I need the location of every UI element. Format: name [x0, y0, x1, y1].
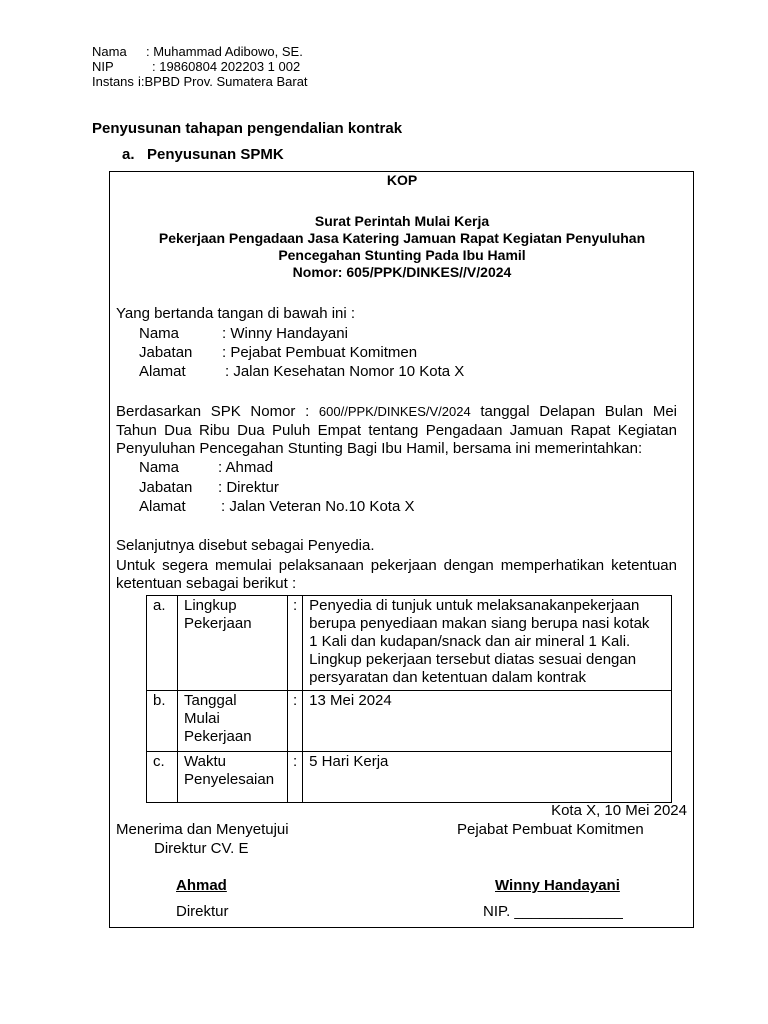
basis-line-3: Penyuluhan Pencegahan Stunting Bagi Ibu Hamil, bersama ini memerintahkan:	[116, 440, 643, 457]
header-value: : Muhammad Adibowo, SE.	[146, 44, 303, 59]
section-title: Penyusunan tahapan pengendalian kontrak	[92, 120, 403, 137]
term-no: a.	[147, 596, 178, 691]
letter-subject-line2: Pencegahan Stunting Pada Ibu Hamil	[278, 247, 526, 263]
table-row	[147, 596, 672, 691]
provider-note: Selanjutnya disebut sebagai Penyedia.	[116, 537, 375, 554]
term-separator: :	[288, 752, 303, 803]
right-sign-heading: Pejabat Pembuat Komitmen	[457, 821, 644, 838]
term-separator: :	[288, 691, 303, 752]
signer-value: : Jalan Kesehatan Nomor 10 Kota X	[225, 363, 465, 380]
term-label	[178, 691, 288, 752]
term-label-line: Tanggal	[184, 692, 237, 709]
term-label-line: Pekerjaan	[184, 615, 252, 632]
left-sign-name: Ahmad	[176, 877, 227, 894]
term-label-line: Lingkup	[184, 597, 237, 614]
signer-value: : Pejabat Pembuat Komitmen	[222, 344, 418, 361]
header-value: : 19860804 202203 1 002	[152, 59, 301, 74]
letter-number: Nomor: 605/PPK/DINKES//V/2024	[292, 264, 512, 280]
term-no: b.	[147, 691, 178, 752]
term-separator: :	[288, 596, 303, 691]
term-label-line: Pekerjaan	[184, 728, 252, 745]
header-row-instans	[92, 74, 308, 89]
signer-label: Alamat	[139, 363, 186, 380]
letter-subject-line1: Pekerjaan Pengadaan Jasa Katering Jamuan Rapat Kegiatan Penyuluhan	[158, 230, 646, 246]
header-value: i:BPBD Prov. Sumatera Barat	[138, 74, 308, 89]
term-value	[303, 691, 672, 752]
provider-label: Jabatan	[139, 479, 193, 496]
intro-text: Yang bertanda tangan di bawah ini :	[116, 305, 356, 322]
provider-label: Nama	[139, 459, 180, 476]
term-value-line: berupa penyediaan makan siang berupa nasi kotak	[309, 615, 650, 632]
term-label-line: Penyelesaian	[184, 771, 275, 788]
provider-value: : Jalan Veteran No.10 Kota X	[221, 498, 415, 515]
left-sign-position: Direktur	[176, 903, 229, 920]
term-value-line: Penyedia di tunjuk untuk melaksanakanpekerjaan	[309, 597, 640, 614]
header-row-nama	[92, 44, 303, 59]
term-value-line: Lingkup pekerjaan tersebut diatas sesuai dengan	[309, 651, 637, 668]
letter-title: Surat Perintah Mulai Kerja	[314, 213, 490, 229]
instruction-line-1: Untuk segera memulai pelaksanaan pekerjaan dengan memperhatikan ketentuan	[116, 557, 677, 574]
signer-value: : Winny Handayani	[222, 325, 348, 342]
term-value	[303, 752, 672, 803]
basis-line-1	[116, 402, 677, 421]
basis-text: tanggal Delapan Bulan Mei	[480, 403, 677, 420]
signer-label: Nama	[139, 325, 180, 342]
subsection-marker: a.	[122, 146, 135, 163]
left-sign-heading: Menerima dan Menyetujui	[116, 821, 289, 838]
header-row-nip	[92, 59, 300, 74]
term-value-line: 13 Mei 2024	[309, 692, 392, 709]
place-date: Kota X, 10 Mei 2024	[551, 802, 687, 819]
right-sign-nip: NIP. _____________	[483, 903, 623, 920]
instruction-line-2: ketentuan sebagai berikut :	[116, 575, 297, 592]
header-label: Instans	[92, 74, 134, 89]
term-value-line: 5 Hari Kerja	[309, 753, 389, 770]
signer-label: Jabatan	[139, 344, 193, 361]
kop-label: KOP	[386, 172, 418, 188]
table-row	[147, 752, 672, 803]
term-value-line: 1 Kali dan kudapan/snack dan air mineral 1 Kali.	[309, 633, 631, 650]
right-sign-name: Winny Handayani	[495, 877, 620, 894]
term-label	[178, 752, 288, 803]
term-value-line: persyaratan dan ketentuan dalam kontrak	[309, 669, 587, 686]
term-label-line: Waktu	[184, 753, 226, 770]
basis-text: Berdasarkan SPK Nomor :	[116, 403, 310, 420]
header-label: Nama	[92, 44, 127, 59]
provider-label: Alamat	[139, 498, 186, 515]
terms-table	[146, 595, 672, 803]
provider-value: : Ahmad	[218, 459, 274, 476]
term-no: c.	[147, 752, 178, 803]
left-sign-company: Direktur CV. E	[154, 840, 249, 857]
term-value	[303, 596, 672, 691]
provider-value: : Direktur	[218, 479, 279, 496]
spk-number: 600//PPK/DINKES/V/2024	[318, 404, 471, 419]
header-label: NIP	[92, 59, 114, 74]
term-label-line: Mulai	[184, 710, 220, 727]
basis-line-2: Tahun Dua Ribu Dua Puluh Empat tentang Pengadaan Jamuan Rapat Kegiatan	[116, 422, 677, 439]
subsection-title: Penyusunan SPMK	[147, 146, 284, 163]
term-label	[178, 596, 288, 691]
table-row	[147, 691, 672, 752]
